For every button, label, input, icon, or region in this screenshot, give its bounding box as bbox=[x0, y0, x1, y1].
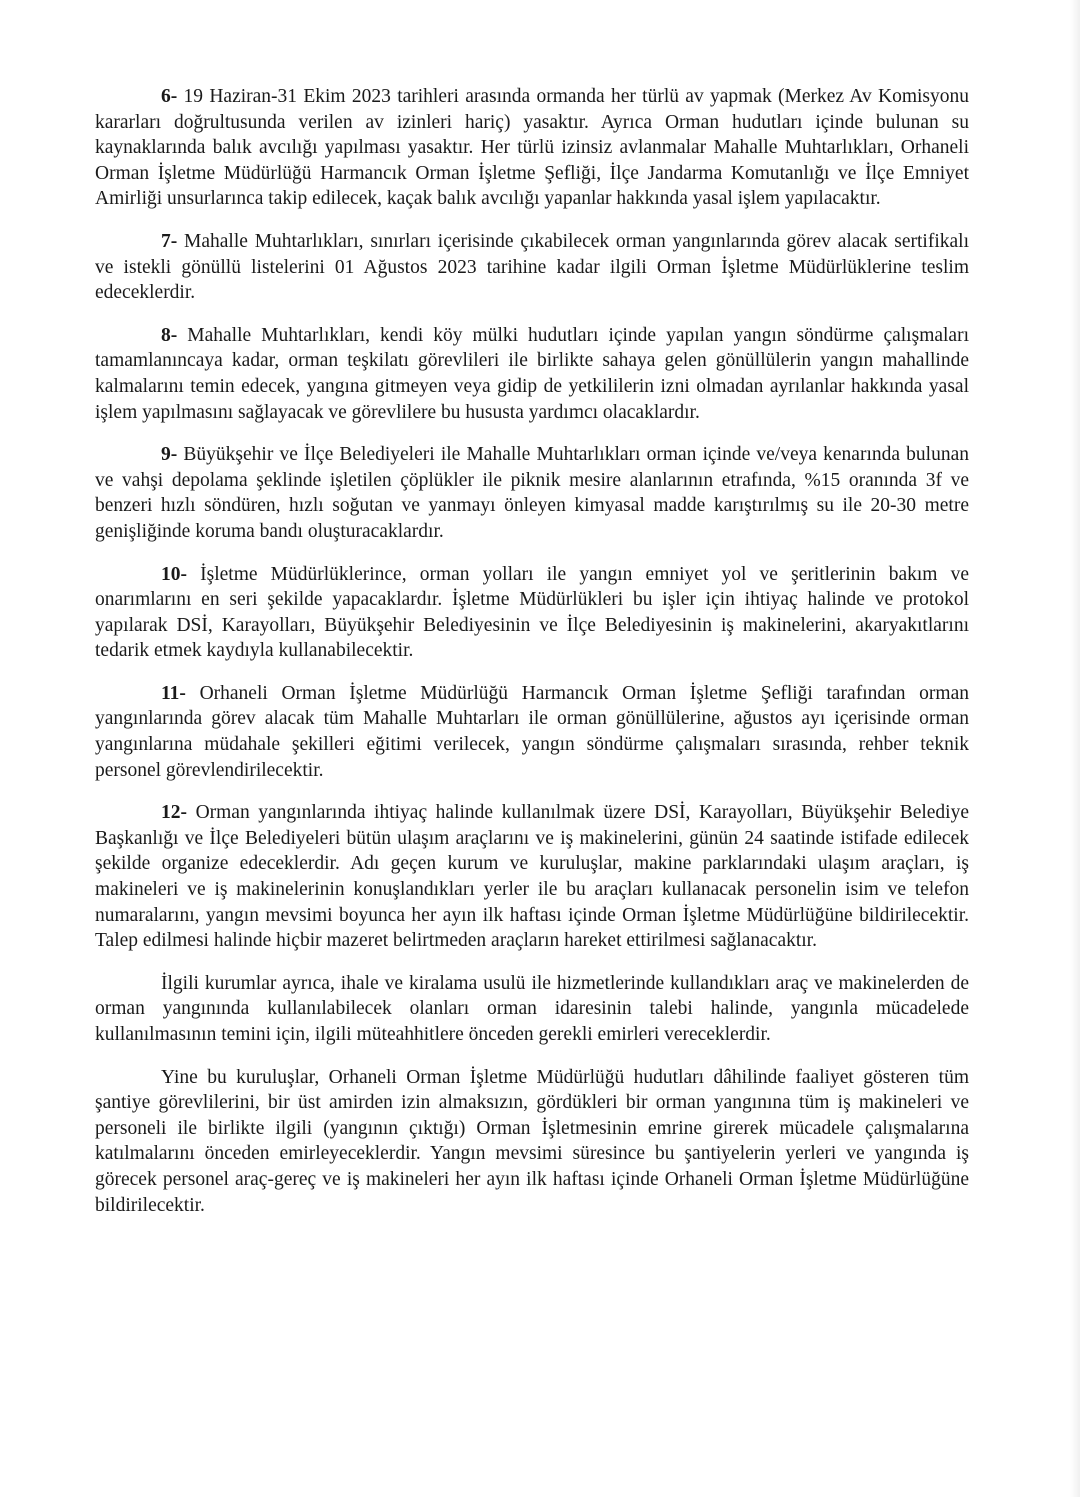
item-number: 9- bbox=[161, 444, 178, 466]
paragraph-construction-sites bbox=[95, 1065, 969, 1219]
document-body bbox=[95, 84, 969, 1235]
item-number: 12- bbox=[161, 802, 187, 824]
item-number: 8- bbox=[161, 324, 178, 346]
item-number: 7- bbox=[161, 230, 178, 252]
paragraph-text: İlgili kurumlar ayrıca, ihale ve kiralama usulü ile hizmetlerinde kullandıkları araç ve makinelerden de orman yangınında kullanılabilecek olanları orman idaresinin talebi halinde, yangınla mücadelede kullanılmasının temini için, ilgili müteahhitlere önceden gerekli emirleri vereceklerdir. bbox=[95, 972, 969, 1045]
paragraph-10 bbox=[95, 562, 969, 664]
paragraph-text: 19 Haziran-31 Ekim 2023 tarihleri arasında ormanda her türlü av yapmak (Merkez Av Komisyonu kararları doğrultusunda verilen av izinleri hariç) yasaktır. Ayrıca Orman hudutları içinde bulunan su kaynaklarında balık avcılığı yapılması yasaktır. Her türlü izinsiz avlanmalar Mahalle Muhtarlıkları, Orhaneli Orman İşletme Müdürlüğü Harmancık Orman İşletme Şefliği, İlçe Jandarma Komutanlığı ve İlçe Emniyet Amirliği unsurlarınca takip edilecek, kaçak balık avcılığı yapanlar hakkında yasal işlem yapılacaktır. bbox=[95, 86, 969, 210]
paragraph-7 bbox=[95, 229, 969, 306]
paragraph-8 bbox=[95, 323, 969, 425]
scan-edge-shadow bbox=[1070, 0, 1080, 1497]
paragraph-text: Orman yangınlarında ihtiyaç halinde kullanılmak üzere DSİ, Karayolları, Büyükşehir Belediye Başkanlığı ve İlçe Belediyeleri bütün ulaşım araçlarını ve iş makinelerini, günün 24 saatinde istifade edilecek şekilde organize edeceklerdir. Adı geçen kurum ve kuruluşlar, makine parklarındaki ulaşım araçları, iş makineleri ve iş makinelerinin konuşlandıkları yerler ile bu araçları kullanacak personelin isim ve telefon numaralarını, yangın mevsimi boyunca her ayın ilk haftası içinde Orman İşletme Müdürlüğüne bildirilecektir. Talep edilmesi halinde hiçbir mazeret belirtmeden araçların hareket ettirilmesi sağlanacaktır. bbox=[95, 802, 969, 952]
item-number: 11- bbox=[161, 682, 186, 704]
paragraph-text: Yine bu kuruluşlar, Orhaneli Orman İşletme Müdürlüğü hudutları dâhilinde faaliyet gösteren tüm şantiye görevlilerini, bir üst amirden izin almaksızın, gördükleri bir orman yangınına tüm iş makineleri ve personeli ile birlikte ilgili (yangının çıktığı) Orman İşletmesinin emrine girerek mücadele çalışmalarına katılmalarını önceden emirleyeceklerdir. Yangın mevsimi süresince bu şantiyelerin yerleri ve yangında iş görecek personel araç-gereç ve iş makineleri her ayın ilk haftası içinde Orhaneli Orman İşletme Müdürlüğüne bildirilecektir. bbox=[95, 1066, 969, 1216]
paragraph-12 bbox=[95, 800, 969, 954]
paragraph-text: İşletme Müdürlüklerince, orman yolları ile yangın emniyet yol ve şeritlerinin bakım ve onarımlarını en seri şekilde yapacaklardır. İşletme Müdürlükleri bu işler için ihtiyaç halinde ve protokol yapılarak DSİ, Karayolları, Büyükşehir Belediyesinin ve İlçe Belediyesinin iş makinelerini, akaryakıtlarını tedarik etmek kaydıyla kullanabilecektir. bbox=[95, 563, 969, 662]
item-number: 10- bbox=[161, 563, 187, 585]
paragraph-6 bbox=[95, 84, 969, 212]
paragraph-11 bbox=[95, 681, 969, 783]
paragraph-text: Orhaneli Orman İşletme Müdürlüğü Harmancık Orman İşletme Şefliği tarafından orman yangınlarında görev alacak tüm Mahalle Muhtarları ile orman gönüllülerine, ağustos ayı içerisinde orman yangınlarına müdahale şekilleri eğitimi verilecek, yangın söndürme çalışmaları sırasında, rehber teknik personel görevlendirilecektir. bbox=[95, 682, 969, 781]
paragraph-text: Mahalle Muhtarlıkları, sınırları içerisinde çıkabilecek orman yangınlarında görev alacak sertifikalı ve istekli gönüllü listelerini 01 Ağustos 2023 tarihine kadar ilgili Orman İşletme Müdürlüklerine teslim edeceklerdir. bbox=[95, 230, 969, 304]
item-number: 6- bbox=[161, 86, 178, 107]
paragraph-text: Mahalle Muhtarlıkları, kendi köy mülki hudutları içinde yapılan yangın söndürme çalışmaları tamamlanıncaya kadar, orman teşkilatı görevlileri ile birlikte sahaya gelen gönüllülerin yangın mahallinde kalmalarını temin edecek, yangına gitmeyen veya gidip de yetkililerin izni olmadan ayrılanlar hakkında yasal işlem yapılmasını sağlayacak ve görevlilere bu hususta yardımcı olacaklardır. bbox=[95, 324, 969, 423]
paragraph-text: Büyükşehir ve İlçe Belediyeleri ile Mahalle Muhtarlıkları orman içinde ve/veya kenarında bulunan ve vahşi depolama şeklinde işletilen çöplükler ile piknik mesire alanlarının etrafında, %15 oranında 3f ve benzeri hızlı söndüren, hızlı soğutan ve yanmayı önleyen kimyasal madde karıştırılmış su ile 20-30 metre genişliğinde koruma bandı oluşturacaklardır. bbox=[95, 444, 969, 542]
paragraph-9 bbox=[95, 442, 969, 544]
paragraph-related-institutions bbox=[95, 971, 969, 1048]
